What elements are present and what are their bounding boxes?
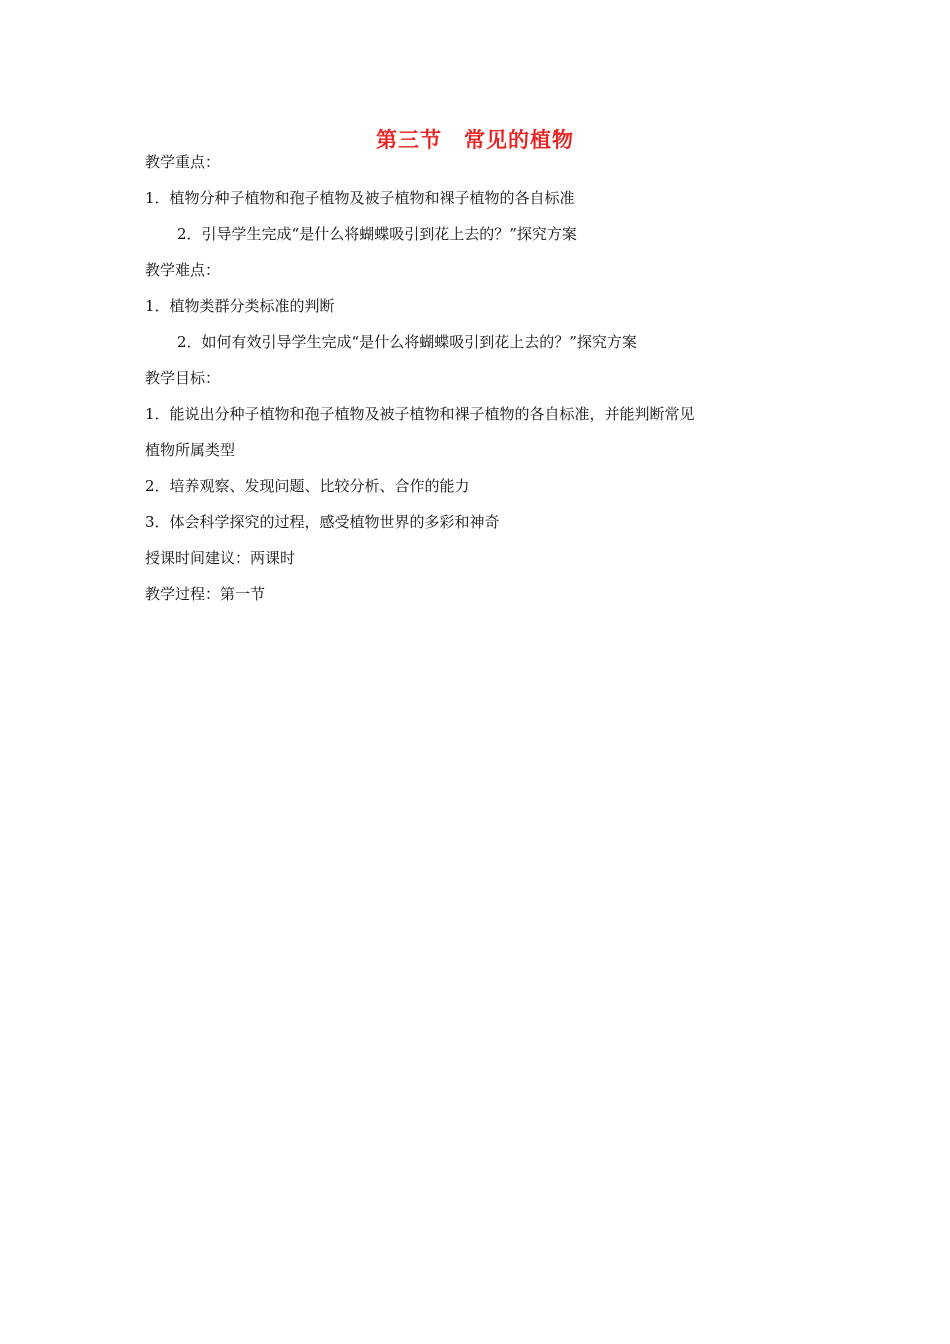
list-item: 2．如何有效引导学生完成“是什么将蝴蝶吸引到花上去的？”探究方案: [177, 333, 637, 351]
list-item: 2．引导学生完成“是什么将蝴蝶吸引到花上去的？”探究方案: [177, 225, 577, 243]
schedule-suggestion: 授课时间建议：两课时: [145, 549, 296, 567]
list-item-continuation: 植物所属类型: [145, 441, 236, 459]
section-heading-key-points: 教学重点：: [145, 153, 221, 171]
section-heading-objectives: 教学目标：: [145, 369, 221, 387]
page-title: 第三节 常见的植物: [376, 128, 574, 152]
list-item: 1．植物分种子植物和孢子植物及被子植物和裸子植物的各自标准: [145, 189, 575, 207]
list-item: 3．体会科学探究的过程，感受植物世界的多彩和神奇: [145, 513, 500, 531]
list-item: 1．能说出分种子植物和孢子植物及被子植物和裸子植物的各自标准，并能判断常见: [145, 405, 695, 423]
list-item: 1．植物类群分类标准的判断: [145, 297, 335, 315]
section-heading-difficulties: 教学难点：: [145, 261, 221, 279]
list-item: 2．培养观察、发现问题、比较分析、合作的能力: [145, 477, 470, 495]
process-heading: 教学过程：第一节: [145, 585, 266, 603]
